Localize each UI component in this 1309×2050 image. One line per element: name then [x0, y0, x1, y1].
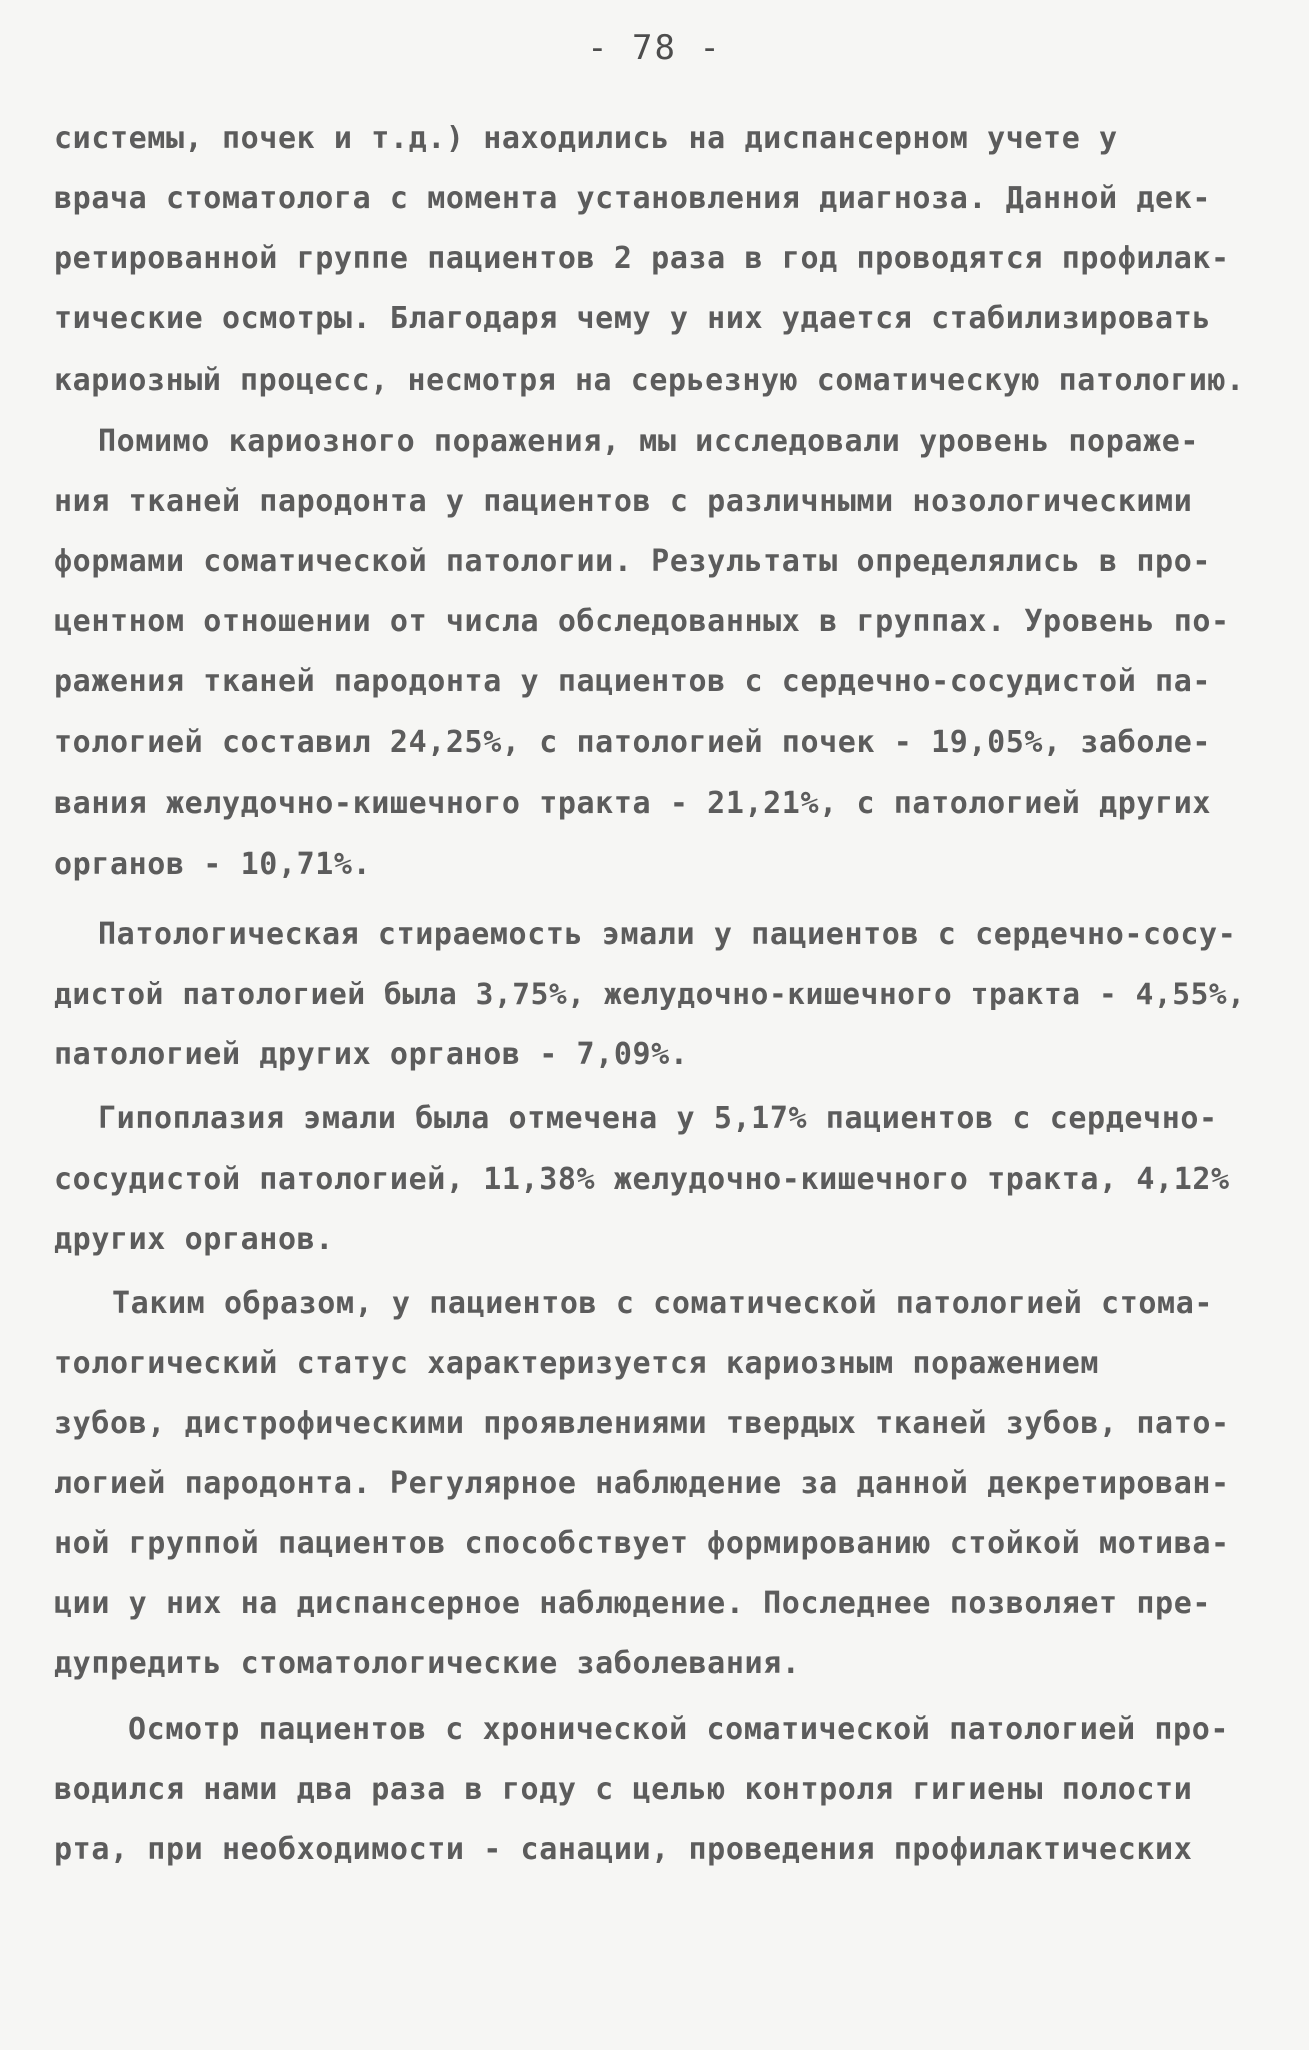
text-line: тологией составил 24,25%, с патологией почек - 19,05%, заболе-: [54, 725, 1212, 760]
text-line: врача стоматолога с момента установления диагноза. Данной дек-: [54, 181, 1212, 216]
text-line: ретированной группе пациентов 2 раза в год проводятся профилак-: [54, 241, 1230, 276]
text-line: водился нами два раза в году с целью контроля гигиены полости: [54, 1772, 1193, 1807]
text-line: ражения тканей пародонта у пациентов с сердечно-сосудистой па-: [54, 664, 1212, 699]
text-line: Осмотр пациентов с хронической соматической патологией про-: [128, 1712, 1230, 1747]
page-number: - 78 -: [587, 28, 722, 68]
text-line: Патологическая стираемость эмали у пациентов с сердечно-сосу-: [98, 917, 1237, 952]
text-line: центном отношении от числа обследованных в группах. Уровень по-: [54, 604, 1230, 639]
text-line: других органов.: [54, 1222, 334, 1257]
text-line: формами соматической патологии. Результаты определялись в про-: [54, 544, 1212, 579]
text-line: патологией других органов - 7,09%.: [54, 1037, 689, 1072]
text-line: тологический статус характеризуется кариозным поражением: [54, 1346, 1100, 1381]
text-line: системы, почек и т.д.) находились на диспансерном учете у: [54, 121, 1118, 156]
text-line: сосудистой патологией, 11,38% желудочно-кишечного тракта, 4,12%: [54, 1162, 1230, 1197]
text-line: вания желудочно-кишечного тракта - 21,21%, с патологией других: [54, 786, 1212, 821]
text-line: Таким образом, у пациентов с соматической патологией стома-: [112, 1286, 1214, 1321]
text-line: Помимо кариозного поражения, мы исследовали уровень пораже-: [98, 424, 1200, 459]
text-line: ной группой пациентов способствует формированию стойкой мотива-: [54, 1526, 1230, 1561]
text-line: Гипоплазия эмали была отмечена у 5,17% пациентов с сердечно-: [98, 1101, 1218, 1136]
text-line: кариозный процесс, несмотря на серьезную соматическую патологию.: [54, 363, 1245, 398]
text-line: зубов, дистрофическими проявлениями твердых тканей зубов, пато-: [54, 1406, 1230, 1441]
text-line: логией пародонта. Регулярное наблюдение за данной декретирован-: [54, 1466, 1230, 1501]
text-line: органов - 10,71%.: [54, 847, 372, 882]
text-line: рта, при необходимости - санации, проведения профилактических: [54, 1832, 1193, 1867]
text-line: тические осмотры. Благодаря чему у них удается стабилизировать: [54, 301, 1212, 336]
text-line: дистой патологией была 3,75%, желудочно-кишечного тракта - 4,55%,: [54, 977, 1246, 1011]
text-line: дупредить стоматологические заболевания.: [54, 1646, 801, 1681]
text-line: ния тканей пародонта у пациентов с различными нозологическими: [54, 484, 1193, 519]
text-line: ции у них на диспансерное наблюдение. Последнее позволяет пре-: [54, 1586, 1212, 1621]
